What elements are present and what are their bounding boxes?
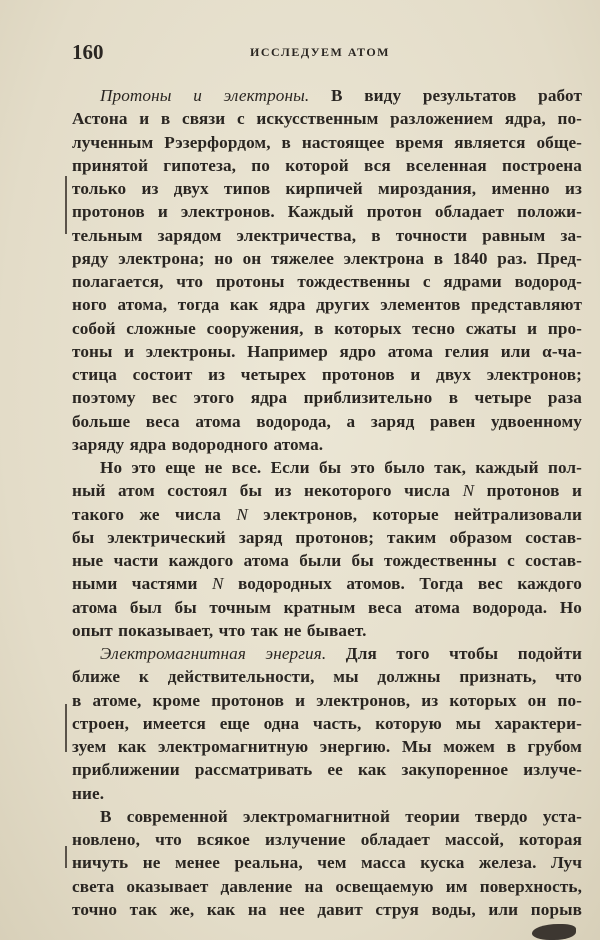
text-segment: новлено, что всякое излучение обладает массой, которая xyxy=(72,830,582,849)
italic-text: Электромагнитная энергия. xyxy=(100,644,327,663)
text-segment: протонов и xyxy=(474,481,582,501)
text-line xyxy=(72,642,582,665)
text-line xyxy=(72,735,582,758)
text-segment: больше веса атома водорода, а заряд равен удвоенному xyxy=(72,411,582,431)
text-line xyxy=(72,758,582,781)
text-line xyxy=(72,340,582,363)
text-segment: протонов и электронов. Каждый протон обладает положи- xyxy=(72,202,582,222)
text-segment: Но это еще не все. Если бы это было так, каждый пол- xyxy=(100,458,582,477)
text-segment: света оказывает давление на освещаемую им поверхность, xyxy=(72,876,582,896)
text-line xyxy=(72,805,582,828)
text-line xyxy=(72,526,582,549)
text-segment: ными частями xyxy=(72,574,212,594)
text-line xyxy=(72,433,582,456)
text-segment: точно так же, как на нее давит струя воды, или порыв xyxy=(72,899,582,919)
text-segment: такого же числа xyxy=(72,504,237,524)
text-segment: В современной электромагнитной теории твердо уста- xyxy=(100,806,582,826)
text-segment: ного атома, тогда как ядра других элементов представляют xyxy=(72,295,582,315)
text-segment: строен, имеется еще одна часть, которую мы характери- xyxy=(72,713,582,733)
running-title: ИССЛЕДУЕМ АТОМ xyxy=(250,45,390,59)
text-line xyxy=(72,247,582,270)
text-segment: ные части каждого атома были бы тождественны с состав- xyxy=(72,551,582,570)
text-segment: лученным Рэзерфордом, в настоящее время является обще- xyxy=(72,132,582,152)
text-line xyxy=(72,503,582,526)
text-segment: заряду ядра водородного атома. xyxy=(72,434,324,454)
text-segment: Для того чтобы подойти xyxy=(326,644,582,663)
text-line xyxy=(72,410,582,433)
text-line xyxy=(72,107,582,130)
text-segment: ный атом состоял бы из некоторого числа xyxy=(72,481,463,501)
text-segment: ряду электрона; но он тяжелее электрона в 1840 раз. Пред- xyxy=(72,248,582,268)
text-segment: принятой гипотеза, по которой вся вселенная построена xyxy=(72,155,582,175)
italic-text: N xyxy=(236,504,248,524)
text-segment: ничуть не менее реальна, чем масса куска железа. Луч xyxy=(72,853,582,873)
text-line xyxy=(72,665,582,688)
text-segment: опыт показывает, что так не бывает. xyxy=(72,620,367,640)
text-line xyxy=(72,363,582,386)
text-line xyxy=(72,898,582,921)
page-number: 160 xyxy=(72,40,104,64)
italic-text: N xyxy=(462,481,475,501)
text-line xyxy=(72,200,582,223)
text-line xyxy=(72,572,582,595)
text-line xyxy=(72,689,582,712)
margin-mark xyxy=(65,704,67,752)
text-segment: тоны и электроны. Например ядро атома гелия или α-ча- xyxy=(72,341,582,361)
text-line xyxy=(72,270,582,293)
text-line xyxy=(72,875,582,898)
text-segment: приближении рассматривать ее как закупоренное излуче- xyxy=(72,760,582,780)
text-segment: зуем как электромагнитную энергию. Мы можем в грубом xyxy=(72,737,582,756)
text-segment: стица состоит из четырех протонов и двух электронов; xyxy=(72,365,582,384)
text-line xyxy=(72,386,582,409)
margin-mark xyxy=(65,846,67,868)
text-line xyxy=(72,828,582,851)
text-line xyxy=(72,596,582,619)
text-segment: ближе к действительности, мы должны признать, что xyxy=(72,667,582,687)
text-segment: электронов, которые нейтрализовали xyxy=(247,504,582,524)
text-segment: бы электрический заряд протонов; таким образом состав- xyxy=(72,527,582,547)
text-line xyxy=(72,782,582,805)
italic-text: N xyxy=(212,574,224,594)
text-segment: полагается, что протоны тождественны с ядрами водород- xyxy=(72,272,582,291)
text-segment: собой сложные сооружения, в которых тесно сжаты и про- xyxy=(72,318,582,338)
text-segment: тельным зарядом электричества, в точности равным за- xyxy=(72,225,582,245)
text-segment: водородных атомов. Тогда вес каждого xyxy=(223,574,582,594)
text-segment: только из двух типов кирпичей мироздания, именно из xyxy=(72,179,582,198)
text-line xyxy=(72,712,582,735)
margin-mark xyxy=(65,176,67,234)
text-segment: атома был бы точным кратным веса атома водорода. Но xyxy=(72,597,582,617)
text-line xyxy=(72,456,582,479)
italic-text: Протоны и электроны. xyxy=(100,86,310,105)
text-line xyxy=(72,619,582,642)
ink-blot xyxy=(532,924,576,940)
text-line xyxy=(72,317,582,340)
text-line xyxy=(72,479,582,502)
text-line xyxy=(72,224,582,247)
text-line xyxy=(72,177,582,200)
text-line xyxy=(72,84,582,107)
text-segment: в атоме, кроме протонов и электронов, из которых он по- xyxy=(72,690,582,710)
text-line xyxy=(72,851,582,874)
body-text xyxy=(72,84,582,921)
text-line xyxy=(72,549,582,572)
text-segment: ние. xyxy=(72,783,105,803)
text-line xyxy=(72,154,582,177)
text-segment: В виду результатов работ xyxy=(309,86,582,105)
text-line xyxy=(72,293,582,316)
text-line xyxy=(72,131,582,154)
text-segment: Астона и в связи с искусственным разложением ядра, по- xyxy=(72,109,582,129)
text-segment: поэтому вес этого ядра приблизительно в четыре раза xyxy=(72,388,582,408)
